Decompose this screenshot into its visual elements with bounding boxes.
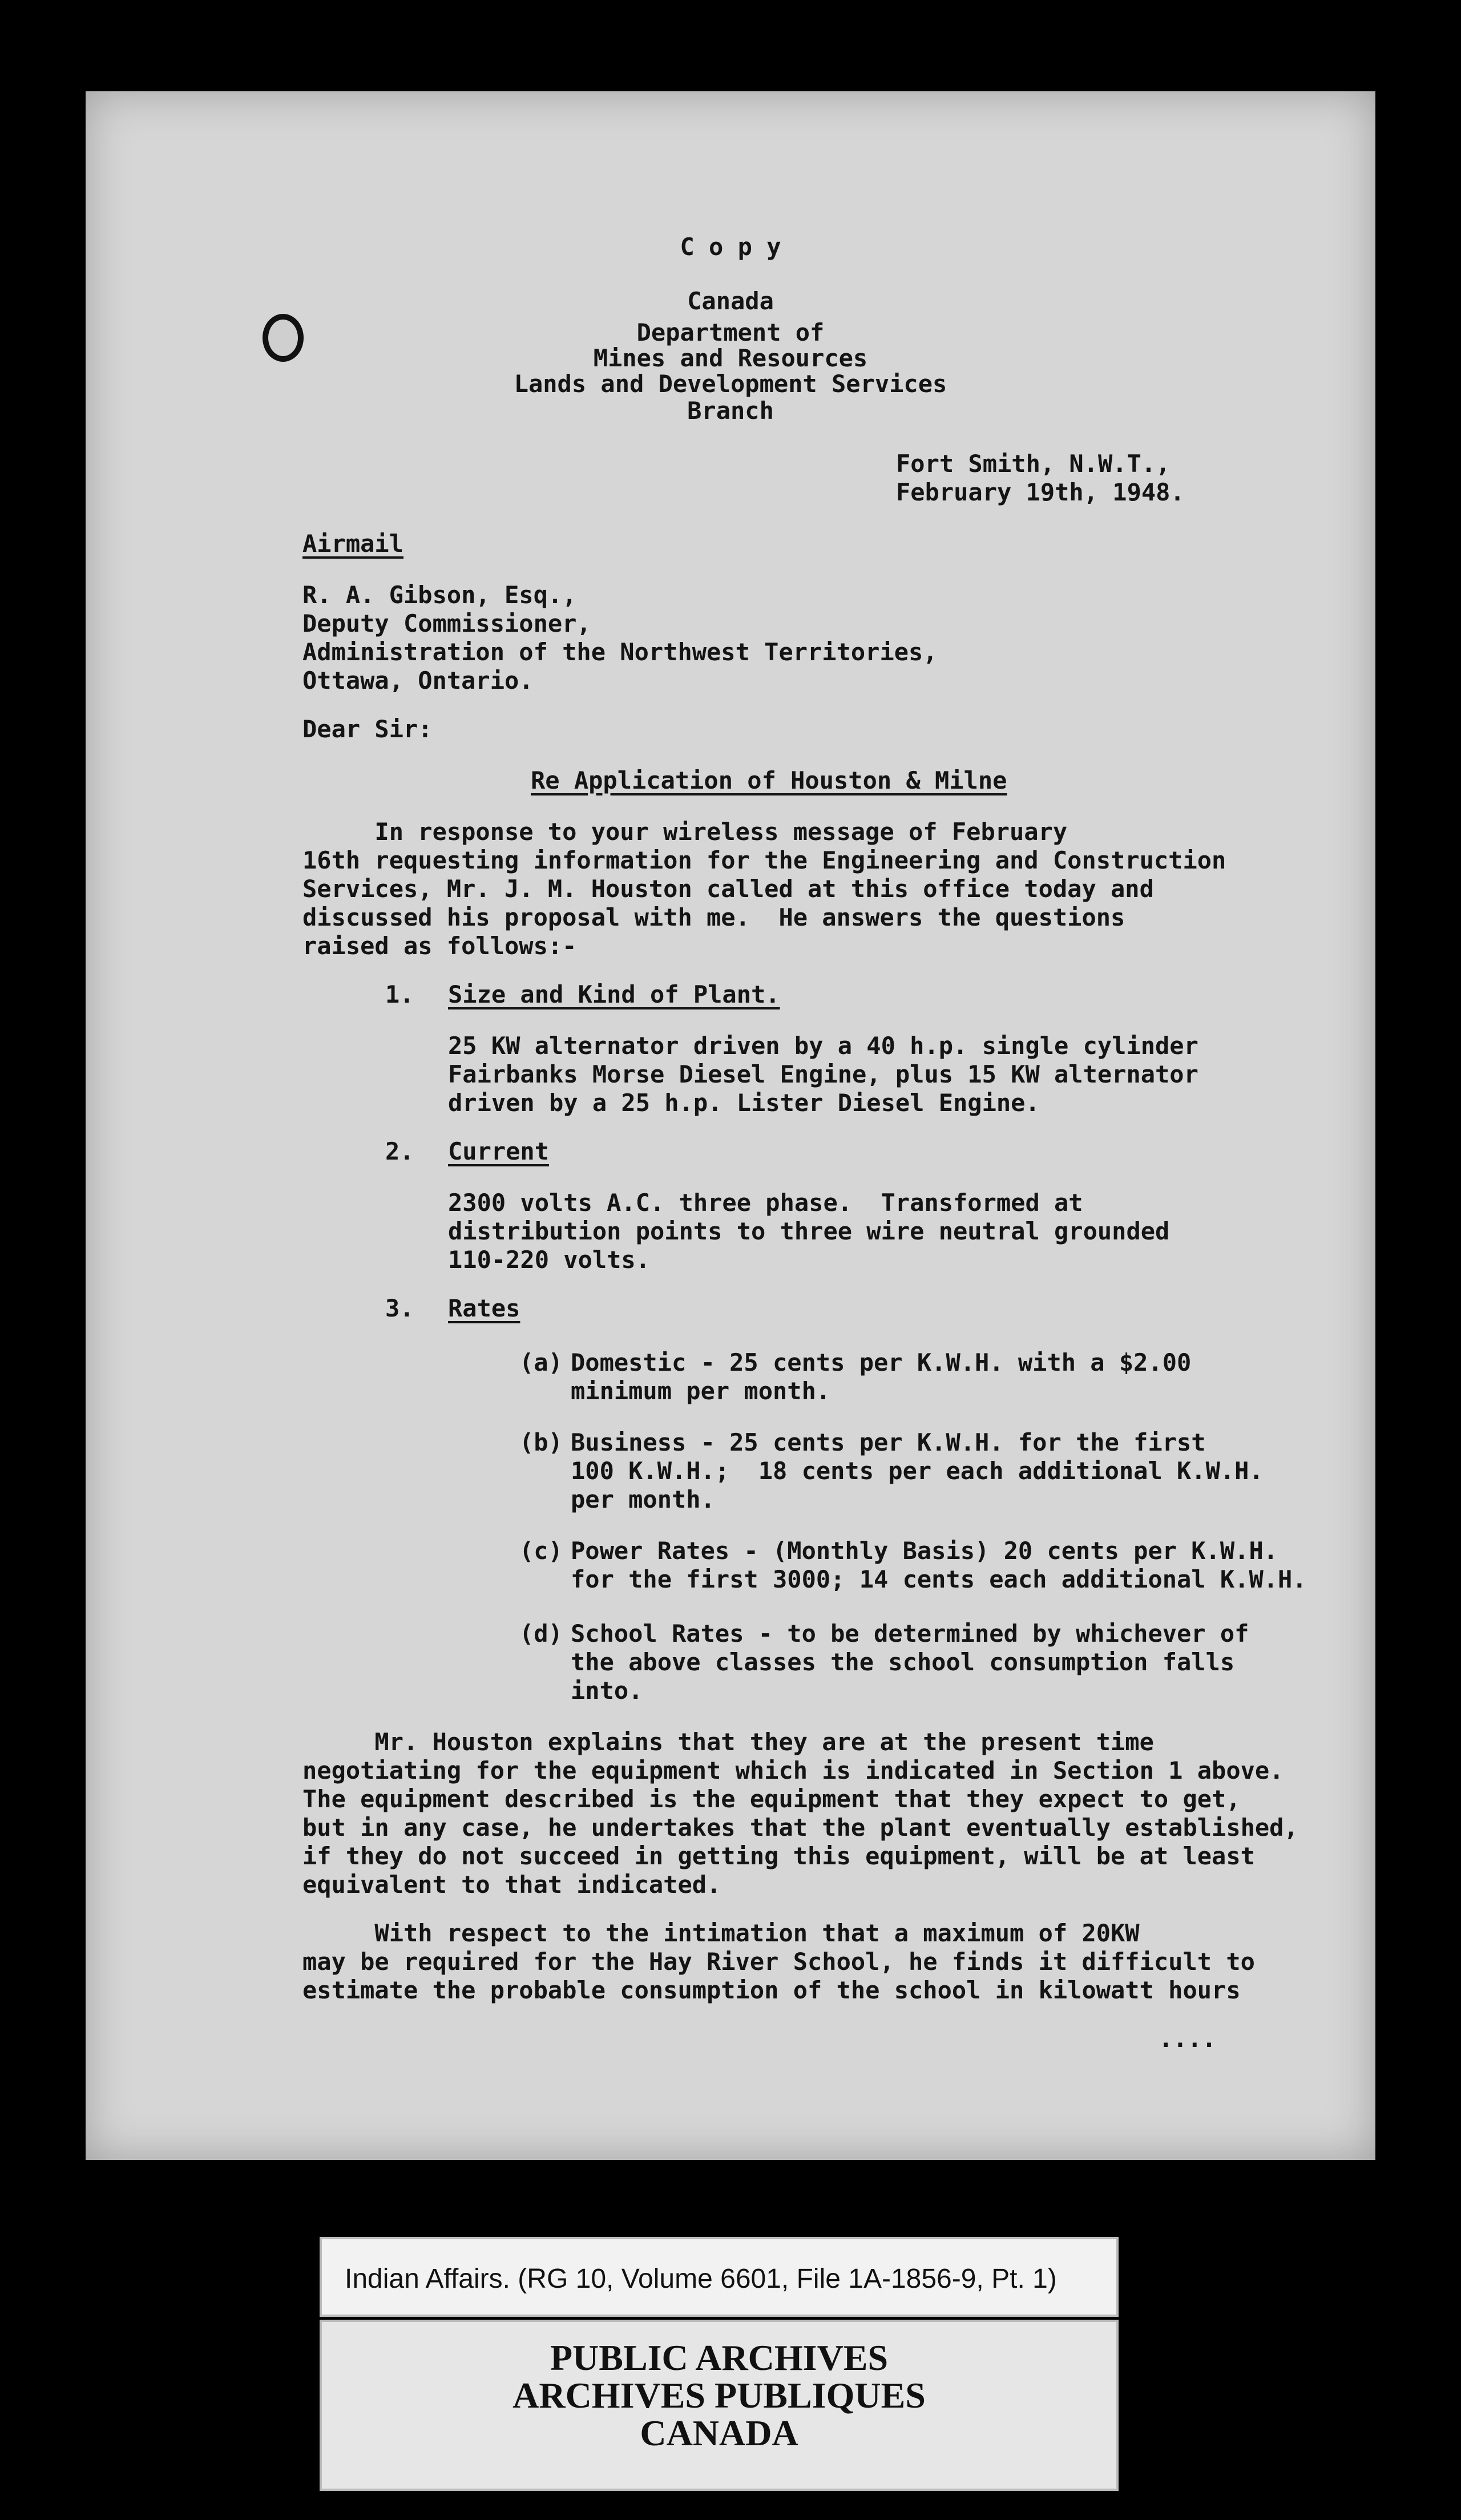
section-number: 2. xyxy=(385,1137,414,1165)
recipient-name: R. A. Gibson, Esq., xyxy=(302,581,577,609)
rate-line: the above classes the school consumption falls xyxy=(571,1648,1235,1676)
recipient-org: Administration of the Northwest Territories, xyxy=(302,638,938,666)
recipient-city: Ottawa, Ontario. xyxy=(302,667,534,694)
header-line-1: Canada xyxy=(687,287,774,315)
rate-label: (a) xyxy=(519,1348,563,1376)
paragraph-line: Mr. Houston explains that they are at the present time xyxy=(302,1728,1154,1756)
paragraph-line: may be required for the Hay River School, he finds it difficult to xyxy=(302,1948,1255,1976)
paragraph-line: With respect to the intimation that a maximum of 20KW xyxy=(302,1919,1140,1947)
letter-place: Fort Smith, N.W.T., xyxy=(896,450,1171,478)
stamp-line-1: PUBLIC ARCHIVES xyxy=(550,2337,889,2378)
archive-reference-label: Indian Affairs. (RG 10, Volume 6601, File 1A-1856-9, Pt. 1) xyxy=(320,2237,1119,2317)
rate-label: (c) xyxy=(519,1537,563,1565)
intro-line: raised as follows:- xyxy=(302,932,577,960)
rate-line: Business - 25 cents per K.W.H. for the first xyxy=(571,1428,1206,1456)
rate-line: for the first 3000; 14 cents each additional K.W.H. xyxy=(571,1565,1307,1593)
paragraph-line: equivalent to that indicated. xyxy=(302,1871,721,1899)
rate-line: Domestic - 25 cents per K.W.H. with a $2.00 xyxy=(571,1348,1192,1376)
archives-stamp xyxy=(320,2320,1119,2491)
section-number: 3. xyxy=(385,1294,414,1322)
section-line: Fairbanks Morse Diesel Engine, plus 15 KW alternator xyxy=(448,1060,1198,1088)
rate-label: (d) xyxy=(519,1620,563,1647)
intro-line: In response to your wireless message of February xyxy=(302,818,1068,846)
rate-line: per month. xyxy=(571,1485,715,1513)
rate-line: minimum per month. xyxy=(571,1377,831,1405)
recipient-title: Deputy Commissioner, xyxy=(302,609,591,637)
section-title: Rates xyxy=(448,1294,520,1322)
letter-date: February 19th, 1948. xyxy=(896,478,1185,506)
stamp-line-3: CANADA xyxy=(640,2413,798,2453)
intro-line: discussed his proposal with me. He answers the questions xyxy=(302,903,1125,931)
header-line-2: Department of xyxy=(636,318,825,346)
rate-label: (b) xyxy=(519,1428,563,1456)
section-line: driven by a 25 h.p. Lister Diesel Engine. xyxy=(448,1089,1040,1117)
section-line: 25 KW alternator driven by a 40 h.p. single cylinder xyxy=(448,1032,1198,1060)
header-line-3: Mines and Resources xyxy=(593,344,868,372)
section-title: Size and Kind of Plant. xyxy=(448,980,780,1008)
paragraph-line: negotiating for the equipment which is indicated in Section 1 above. xyxy=(302,1756,1284,1784)
stamp-line-2: ARCHIVES PUBLIQUES xyxy=(512,2375,926,2416)
section-line: 2300 volts A.C. three phase. Transformed at xyxy=(448,1189,1083,1217)
continuation-marker: .... xyxy=(1159,2025,1217,2053)
rate-line: School Rates - to be determined by whichever of xyxy=(571,1620,1249,1647)
rate-line: Power Rates - (Monthly Basis) 20 cents per K.W.H. xyxy=(571,1537,1278,1565)
paragraph-line: The equipment described is the equipment that they expect to get, xyxy=(302,1785,1241,1813)
subject-line: Re Application of Houston & Milne xyxy=(531,766,1007,794)
rate-line: into. xyxy=(571,1677,643,1705)
rate-line: 100 K.W.H.; 18 cents per each additional K.W.H. xyxy=(571,1457,1264,1485)
section-line: distribution points to three wire neutral grounded xyxy=(448,1217,1170,1245)
header-line-4: Lands and Development Services xyxy=(514,370,947,398)
paragraph-line: estimate the probable consumption of the school in kilowatt hours xyxy=(302,1976,1241,2004)
paragraph-line: if they do not succeed in getting this equipment, will be at least xyxy=(302,1842,1255,1870)
intro-line: 16th requesting information for the Engineering and Construction xyxy=(302,846,1226,874)
section-title: Current xyxy=(448,1137,550,1165)
salutation: Dear Sir: xyxy=(302,715,433,743)
airmail-label: Airmail xyxy=(302,530,404,558)
document-page xyxy=(86,91,1375,2160)
paragraph-line: but in any case, he undertakes that the plant eventually established, xyxy=(302,1814,1298,1841)
header-line-5: Branch xyxy=(687,397,774,425)
section-line: 110-220 volts. xyxy=(448,1246,651,1274)
copy-heading: C o p y xyxy=(680,233,781,261)
intro-line: Services, Mr. J. M. Houston called at this office today and xyxy=(302,875,1154,903)
section-number: 1. xyxy=(385,980,414,1008)
